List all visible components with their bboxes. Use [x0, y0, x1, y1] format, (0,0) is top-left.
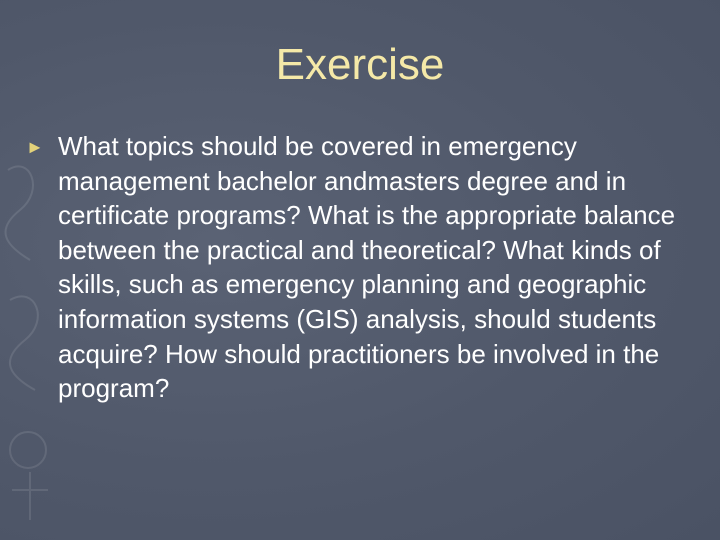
bullet-item	[26, 129, 706, 406]
slide-title: Exercise	[275, 40, 445, 89]
bullet-text: What topics should be covered in emergency management bachelor andmasters degree and in certificate programs? What is the appropriate balance between the practical and theoretical? What kinds of skills, such as emergency planning and geographic information systems (GIS) analysis, should students acquire? How should practitioners be involved in the program?	[58, 131, 676, 404]
bullet-arrow-icon: ►	[26, 137, 44, 157]
